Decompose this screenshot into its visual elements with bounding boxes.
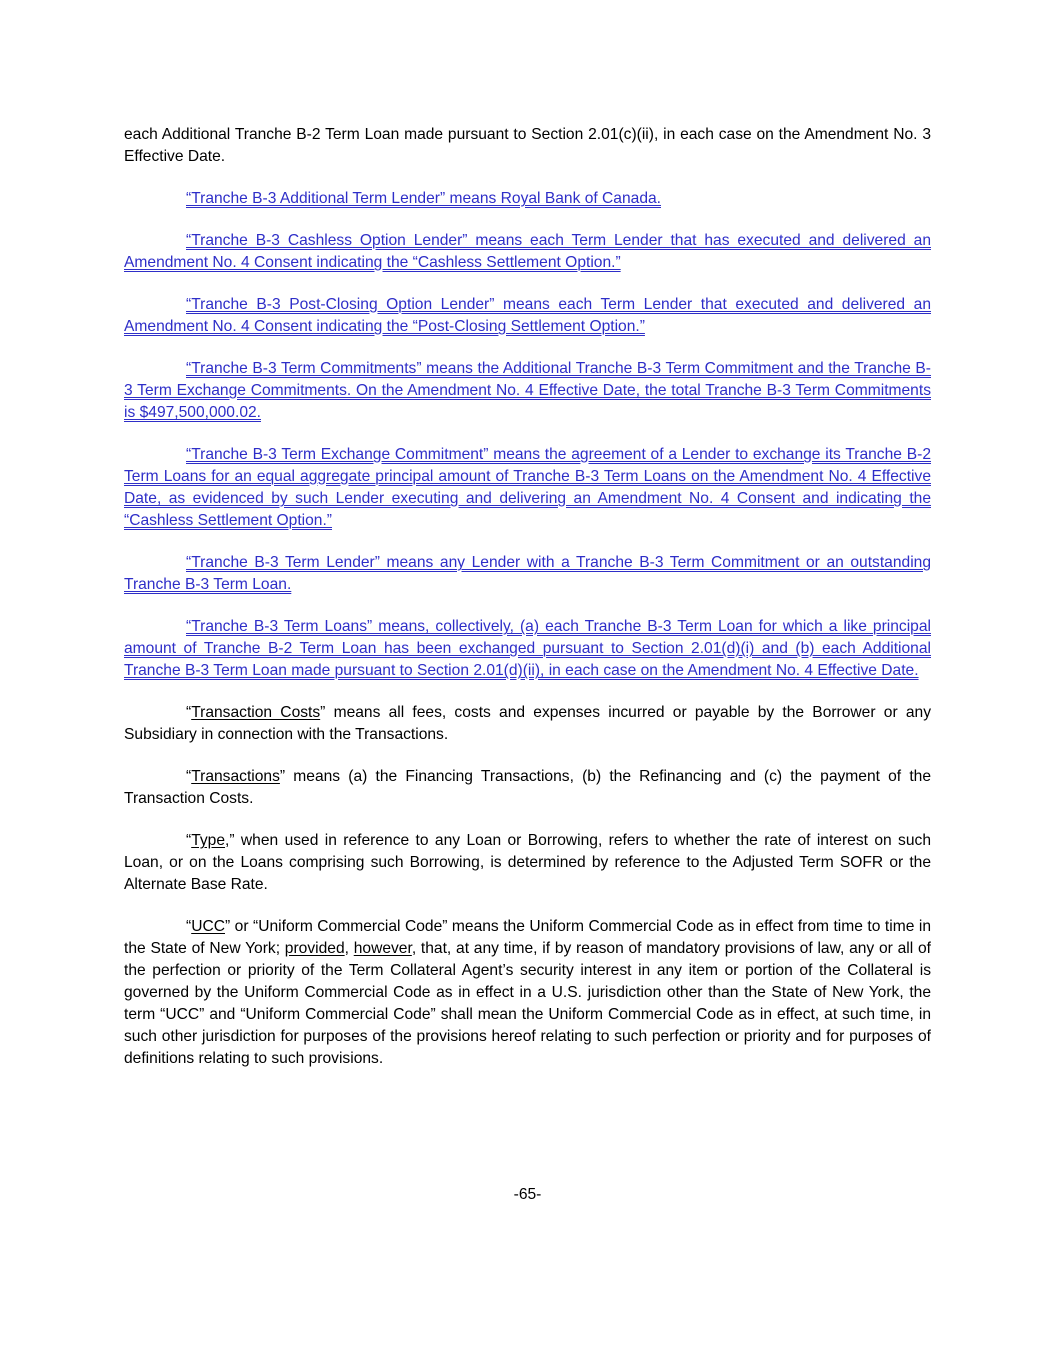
definition-tranche-b3-additional-term-lender bbox=[124, 188, 931, 210]
inserted-text: “Tranche B-3 Post-Closing Option Lender” means each Term Lender that executed and delivered an Amendment No. 4 Consent indicating the “Post-Closing Settlement Option.” bbox=[124, 296, 931, 335]
defined-term: Type bbox=[191, 832, 226, 849]
however-term: however bbox=[353, 940, 412, 957]
defined-term: Transaction Costs bbox=[191, 704, 321, 721]
definition-ucc bbox=[124, 916, 931, 1070]
paragraph-continuation: each Additional Tranche B-2 Term Loan made pursuant to Section 2.01(c)(ii), in each case on the Amendment No. 3 Effective Date. bbox=[124, 126, 931, 165]
definition-text: ” means (a) the Financing Transactions, (b) the Refinancing and (c) the payment of the Transaction Costs. bbox=[124, 768, 931, 807]
inserted-text: “Tranche B-3 Term Exchange Commitment” means the agreement of a Lender to exchange its Tranche B-2 Term Loans for an equal aggregate principal amount of Tranche B-3 Term Loans on the Amendment No. 4 Effective Date, as evidenced by such Lender executing and delivering an Amendment No. 4 Consent and indicating the “Cashless Settlement Option.” bbox=[124, 446, 931, 529]
document-page bbox=[124, 124, 931, 1090]
open-quote: “ bbox=[186, 704, 192, 721]
inserted-text: “Tranche B-3 Term Commitments” means the Additional Tranche B-3 Term Commitment and the Tranche B-3 Term Exchange Commitments. On the Amendment No. 4 Effective Date, the total Tranche B-3 Term Commitments is $497,500,000.02. bbox=[124, 360, 931, 421]
provided-term: provided bbox=[284, 940, 345, 957]
definition-text: ” or “Uniform Commercial Code” means the Uniform Commercial Code as in effect from time to time in the State of New York; bbox=[124, 918, 931, 957]
definition-tranche-b3-term-lender bbox=[124, 552, 931, 596]
open-quote: “ bbox=[186, 918, 192, 935]
open-quote: “ bbox=[186, 768, 192, 785]
defined-term: Transactions bbox=[191, 768, 280, 785]
definition-text: ” means all fees, costs and expenses incurred or payable by the Borrower or any Subsidiary in connection with the Transactions. bbox=[124, 704, 931, 743]
page-number: -65- bbox=[513, 1186, 542, 1203]
definition-text-rest: , that, at any time, if by reason of mandatory provisions of law, any or all of the perfection or priority of the Term Collateral Agent’s security interest in any item or portion of the Collateral is governed by the Uniform Commercial Code as in effect in a U.S. jurisdiction other than the State of New York, the term “UCC” and “Uniform Commercial Code” shall mean the Uniform Commercial Code as in effect, at such time, in such other jurisdiction for purposes of the provisions hereof relating to such perfection or priority and for purposes of definitions relating to such provisions. bbox=[124, 940, 931, 1067]
definition-text: ,” when used in reference to any Loan or Borrowing, refers to whether the rate of interest on such Loan, or on the Loans comprising such Borrowing, is determined by reference to the Adjusted Term SOFR or the Alternate Base Rate. bbox=[124, 832, 931, 893]
defined-term: UCC bbox=[191, 918, 225, 935]
definition-tranche-b3-term-commitments bbox=[124, 358, 931, 424]
inserted-text: “Tranche B-3 Additional Term Lender” means Royal Bank of Canada. bbox=[186, 190, 661, 207]
definition-type bbox=[124, 830, 931, 896]
definition-transactions bbox=[124, 766, 931, 810]
separator: , bbox=[344, 940, 354, 957]
definition-tranche-b3-cashless-option-lender bbox=[124, 230, 931, 274]
inserted-text: “Tranche B-3 Cashless Option Lender” means each Term Lender that has executed and delivered an Amendment No. 4 Consent indicating the “Cashless Settlement Option.” bbox=[124, 232, 931, 271]
inserted-text: “Tranche B-3 Term Loans” means, collectively, (a) each Tranche B-3 Term Loan for which a like principal amount of Tranche B-2 Term Loan has been exchanged pursuant to Section 2.01(d)(i) and (b) each Additional Tranche B-3 Term Loan made pursuant to Section 2.01(d)(ii), in each case on the Amendment No. 4 Effective Date. bbox=[124, 618, 931, 679]
open-quote: “ bbox=[186, 832, 192, 849]
definition-tranche-b3-post-closing-option-lender bbox=[124, 294, 931, 338]
inserted-text: “Tranche B-3 Term Lender” means any Lender with a Tranche B-3 Term Commitment or an outstanding Tranche B-3 Term Loan. bbox=[124, 554, 931, 593]
definition-tranche-b3-term-loans bbox=[124, 616, 931, 682]
definition-tranche-b3-term-exchange-commitment bbox=[124, 444, 931, 532]
definition-transaction-costs bbox=[124, 702, 931, 746]
